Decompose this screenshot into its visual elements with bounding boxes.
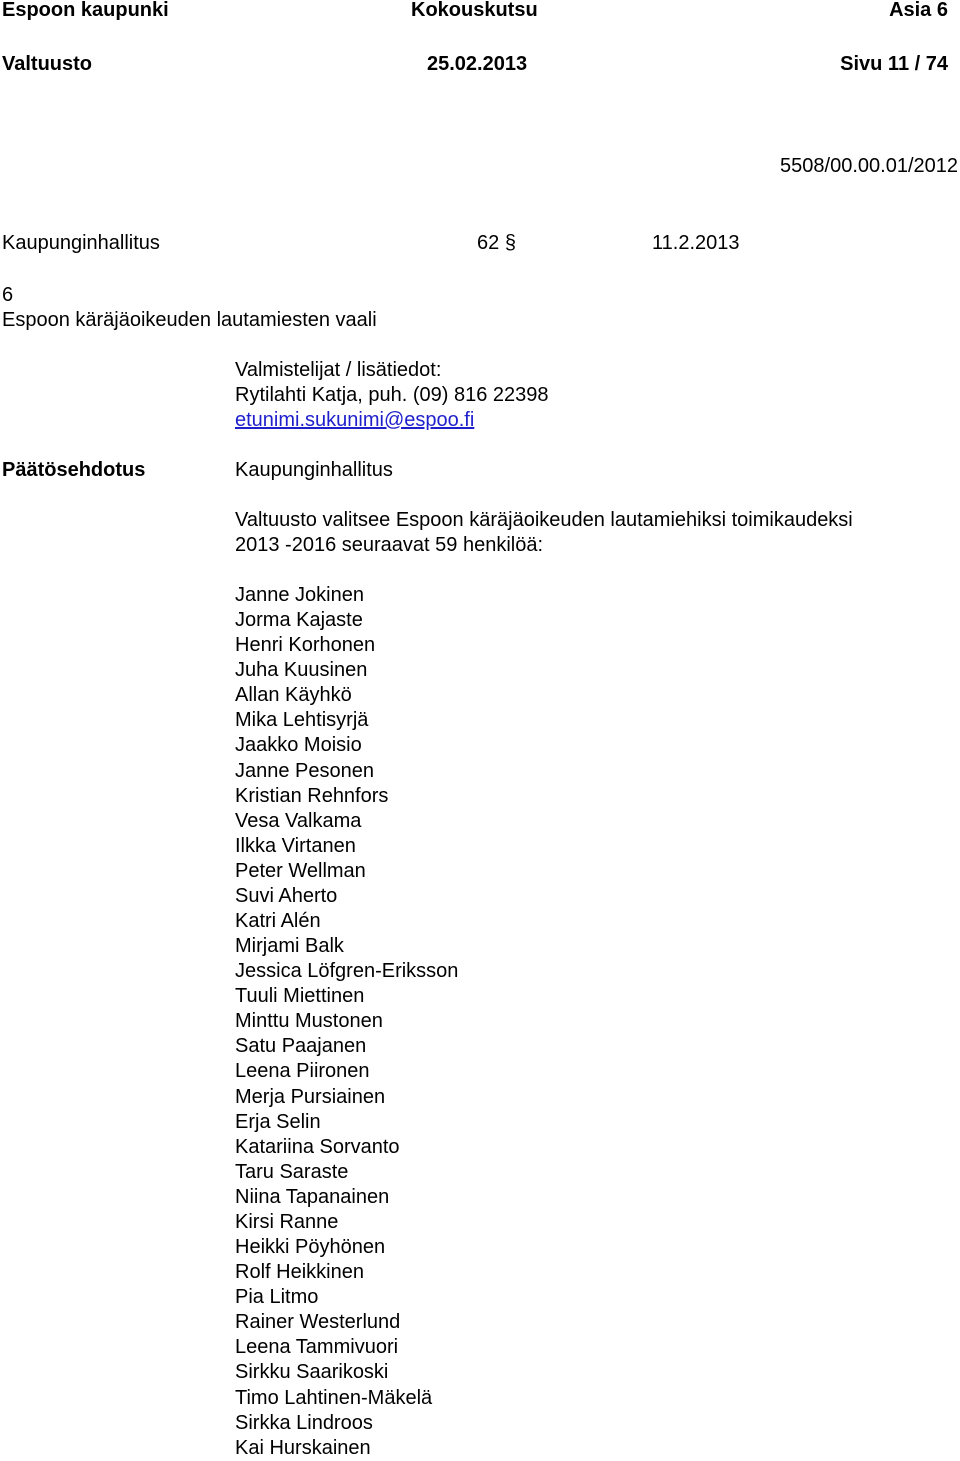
list-item: Kai Hurskainen	[235, 1436, 371, 1459]
list-item: Mirjami Balk	[235, 935, 344, 958]
list-item: Janne Pesonen	[235, 759, 375, 782]
header-item: Asia 6	[889, 0, 948, 21]
list-item: Peter Wellman	[235, 859, 366, 882]
list-item: Jessica Löfgren-Eriksson	[235, 960, 459, 983]
list-item: Katariina Sorvanto	[235, 1135, 400, 1158]
reference-section	[477, 231, 516, 256]
list-item: Heikki Pöyhönen	[235, 1236, 386, 1259]
list-item: Erja Selin	[235, 1110, 321, 1133]
header-body: Valtuusto	[2, 53, 93, 75]
proposal-proposer: Kaupunginhallitus	[235, 459, 393, 481]
section-number: 62	[477, 232, 500, 254]
proposal-label: Päätösehdotus	[2, 459, 146, 481]
list-item: Kristian Rehnfors	[235, 784, 389, 807]
header-page: Sivu 11 / 74	[840, 53, 948, 75]
list-item: Suvi Aherto	[235, 884, 338, 907]
topic-number: 6	[2, 284, 14, 306]
list-item: Sirkka Lindroos	[235, 1411, 373, 1434]
reference-date: 11.2.2013	[652, 232, 740, 254]
list-item: Jaakko Moisio	[235, 734, 362, 757]
list-item: Satu Paajanen	[235, 1035, 367, 1058]
header-date: 25.02.2013	[427, 53, 528, 75]
list-item: Pia Litmo	[235, 1286, 319, 1309]
list-item: Katri Alén	[235, 910, 321, 933]
list-item: Rainer Westerlund	[235, 1311, 401, 1334]
list-item: Allan Käyhkö	[235, 684, 352, 707]
list-item: Sirkku Saarikoski	[235, 1361, 389, 1384]
list-item: Leena Tammivuori	[235, 1336, 399, 1359]
reference-number: 5508/00.00.01/2012	[780, 155, 958, 177]
list-item: Juha Kuusinen	[235, 659, 368, 682]
proposal-text-line2: 2013 -2016 seuraavat 59 henkilöä:	[235, 534, 544, 556]
contact-email-link[interactable]: etunimi.sukunimi@espoo.fi	[235, 409, 475, 431]
header-doc-type: Kokouskutsu	[411, 0, 538, 21]
list-item: Jorma Kajaste	[235, 609, 363, 632]
list-item: Minttu Mustonen	[235, 1010, 383, 1033]
names-list	[235, 583, 458, 1461]
contact-person: Rytilahti Katja, puh. (09) 816 22398	[235, 384, 549, 406]
list-item: Henri Korhonen	[235, 634, 376, 657]
topic-title: Espoon käräjäoikeuden lautamiesten vaali	[2, 309, 377, 331]
list-item: Taru Saraste	[235, 1160, 349, 1183]
list-item: Leena Piironen	[235, 1060, 370, 1083]
list-item: Vesa Valkama	[235, 809, 362, 832]
header-org: Espoon kaupunki	[2, 0, 169, 21]
list-item: Kirsi Ranne	[235, 1210, 339, 1233]
list-item: Janne Jokinen	[235, 584, 364, 606]
proposal-text-line1: Valtuusto valitsee Espoon käräjäoikeuden lautamiehiksi toimikaudeksi	[235, 509, 853, 531]
list-item: Ilkka Virtanen	[235, 834, 356, 857]
section-sign-icon: §	[504, 232, 516, 254]
contact-label: Valmistelijat / lisätiedot:	[235, 359, 442, 381]
reference-organ: Kaupunginhallitus	[2, 232, 160, 254]
list-item: Niina Tapanainen	[235, 1185, 390, 1208]
list-item: Rolf Heikkinen	[235, 1261, 364, 1284]
list-item: Merja Pursiainen	[235, 1085, 386, 1108]
list-item: Mika Lehtisyrjä	[235, 709, 369, 732]
list-item: Timo Lahtinen-Mäkelä	[235, 1386, 433, 1409]
list-item: Tuuli Miettinen	[235, 985, 365, 1008]
